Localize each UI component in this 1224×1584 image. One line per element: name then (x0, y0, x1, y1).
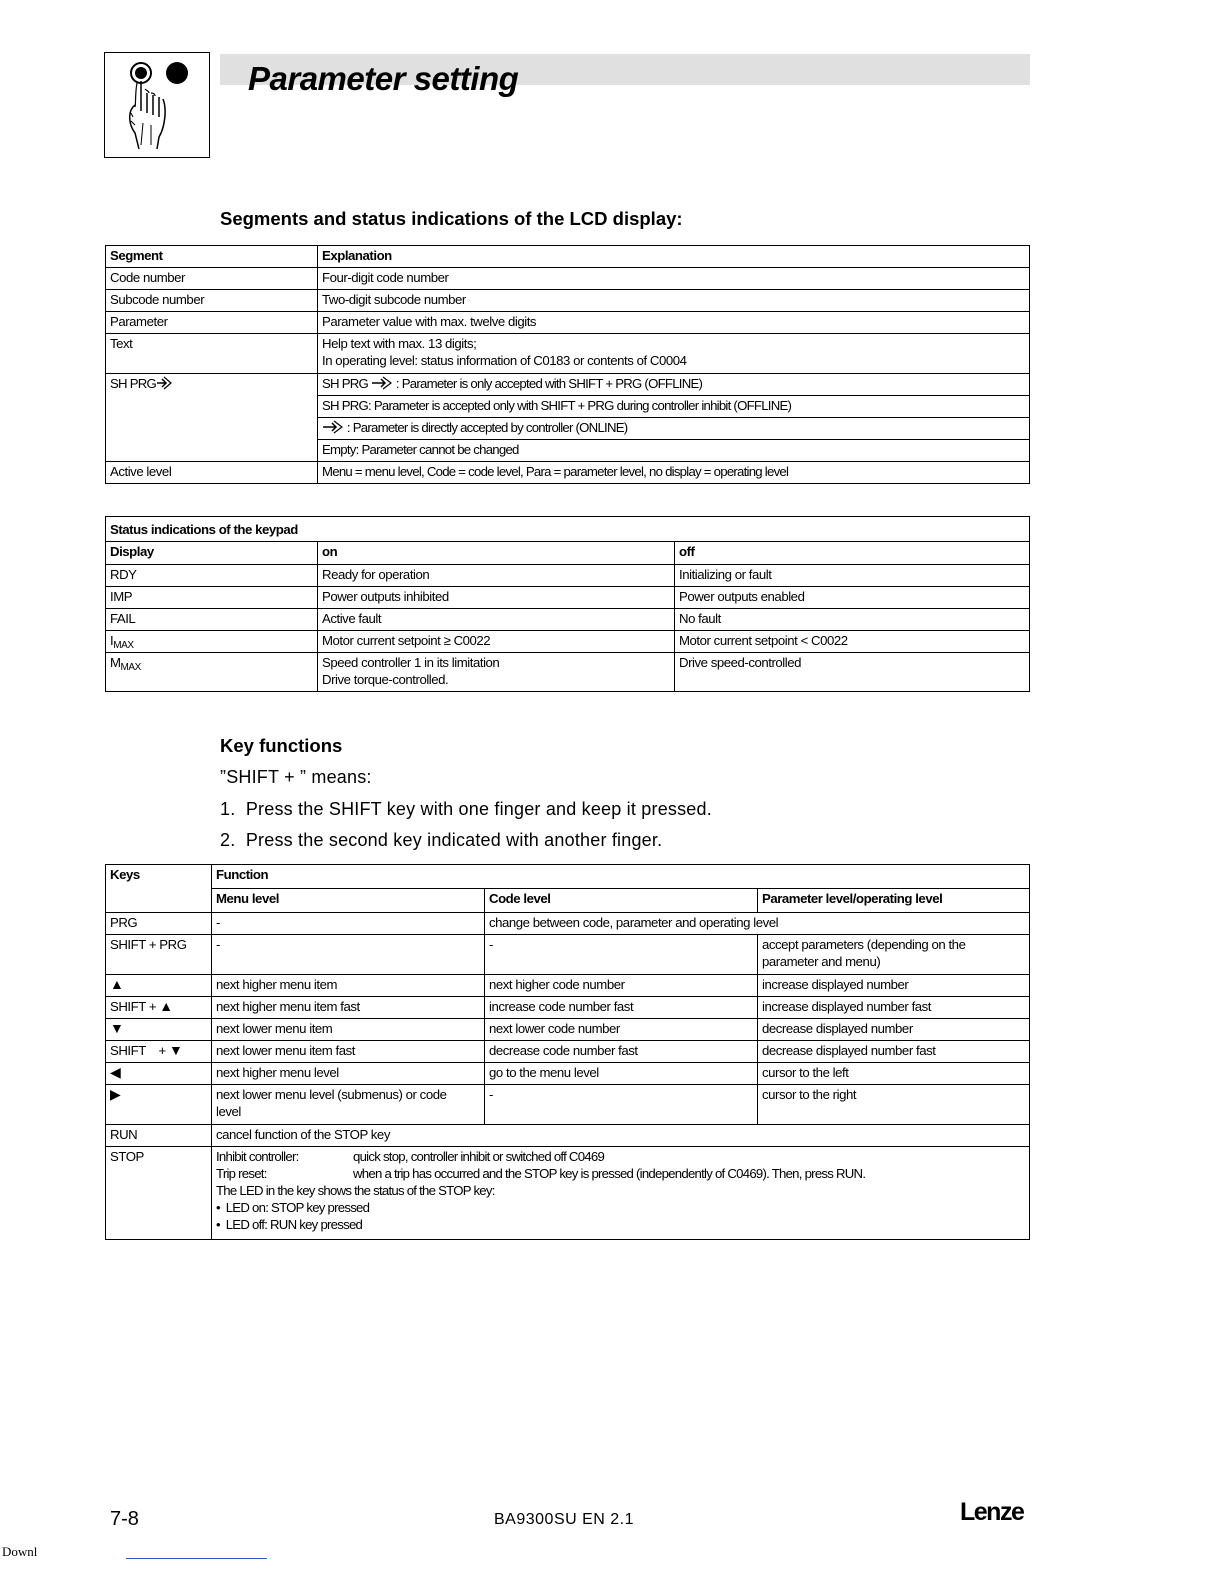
key-cell: PRG (106, 913, 212, 935)
lcd-col-explanation: Explanation (318, 246, 1030, 268)
on-line: Speed controller 1 in its limitation (322, 655, 500, 670)
table-row (106, 997, 1030, 1019)
segment-cell-shprg (106, 374, 318, 462)
stop-led-on: LED on: STOP key pressed (225, 1200, 370, 1215)
param-cell: decrease displayed number (758, 1019, 1030, 1041)
segment-cell: Code number (106, 268, 318, 290)
menu-line: next lower menu level (submenus) or code (216, 1087, 447, 1102)
step-2 (220, 830, 662, 851)
stop-led-off-line (216, 1216, 1025, 1233)
step-1 (220, 799, 712, 820)
step-number: 1. (220, 799, 236, 819)
menu-cell (212, 1085, 485, 1125)
explanation-line: Help text with max. 13 digits; (322, 336, 477, 351)
key-cell: STOP (106, 1147, 212, 1240)
hand-pressing-keys-icon (105, 53, 209, 157)
display-cell: IMP (106, 587, 318, 609)
shprg-line1-text: : Parameter is only accepted with SHIFT + PRG (OFFLINE) (395, 376, 703, 391)
off-cell: Power outputs enabled (675, 587, 1030, 609)
on-cell: Power outputs inhibited (318, 587, 675, 609)
step-number: 2. (220, 830, 236, 850)
key-cell (106, 997, 212, 1019)
display-cell-imax (106, 631, 318, 653)
table-row (106, 268, 1030, 290)
code-cell: next higher code number (485, 975, 758, 997)
menu-cell: next lower menu item fast (212, 1041, 485, 1063)
key-cell (106, 1041, 212, 1063)
param-line: accept parameters (depending on the (762, 937, 966, 952)
stop-description-cell (212, 1147, 1030, 1240)
explanation-cell: Four-digit code number (318, 268, 1030, 290)
menu-cell: - (212, 935, 485, 975)
shprg-line-4: Empty: Parameter cannot be changed (318, 440, 1030, 462)
table-row (106, 975, 1030, 997)
explanation-cell: Two-digit subcode number (318, 290, 1030, 312)
key-cell (106, 1063, 212, 1085)
table-row (106, 1063, 1030, 1085)
status-table-title: Status indications of the keypad (106, 517, 1030, 542)
shprg-line-2: SH PRG: Parameter is accepted only with SHIFT + PRG during controller inhibit (OFFLINE) (318, 396, 1030, 418)
stop-inhibit-line (216, 1148, 1025, 1165)
segment-cell: Subcode number (106, 290, 318, 312)
menu-cell: - (212, 913, 485, 935)
display-cell: RDY (106, 565, 318, 587)
table-row (106, 653, 1030, 692)
status-col-off: off (675, 542, 1030, 565)
key-functions-heading: Key functions (220, 735, 343, 756)
table-row (106, 462, 1030, 484)
down-arrow-icon: ▼ (110, 1020, 124, 1036)
imax-sub: MAX (113, 640, 134, 651)
stop-trip-line (216, 1165, 1025, 1182)
download-link-underline[interactable] (126, 1558, 267, 1559)
table-row (106, 290, 1030, 312)
segment-cell: Active level (106, 462, 318, 484)
code-cell: next lower code number (485, 1019, 758, 1041)
explanation-cell: Menu = menu level, Code = code level, Para = parameter level, no display = operating level (318, 462, 1030, 484)
param-cell: cursor to the right (758, 1085, 1030, 1125)
off-cell: Drive speed-controlled (675, 653, 1030, 692)
table-row (106, 1125, 1030, 1147)
segment-cell: Parameter (106, 312, 318, 334)
param-cell (758, 935, 1030, 975)
code-cell: decrease code number fast (485, 1041, 758, 1063)
span-cell: change between code, parameter and operating level (485, 913, 1030, 935)
status-col-display: Display (106, 542, 318, 565)
on-cell (318, 653, 675, 692)
param-cell: increase displayed number fast (758, 997, 1030, 1019)
stop-trip-text: when a trip has occurred and the STOP key is pressed (independently of C0469). Then, press RUN. (353, 1166, 866, 1181)
up-arrow-icon: ▲ (159, 998, 173, 1014)
explanation-line: In operating level: status information of C0183 or contents of C0004 (322, 353, 687, 368)
table-row (106, 631, 1030, 653)
explanation-cell (318, 334, 1030, 374)
table-row (106, 1147, 1030, 1240)
menu-cell: next lower menu item (212, 1019, 485, 1041)
key-cell (106, 975, 212, 997)
status-indications-table (105, 516, 1030, 692)
keys-col-code: Code level (485, 889, 758, 913)
download-link-text[interactable]: Downl (2, 1544, 38, 1559)
up-arrow-icon: ▲ (110, 976, 124, 992)
menu-cell: next higher menu item fast (212, 997, 485, 1019)
status-col-on: on (318, 542, 675, 565)
page-title: Parameter setting (248, 60, 519, 97)
keys-col-keys: Keys (106, 865, 212, 913)
mmax-letter: M (110, 655, 121, 670)
table-row (106, 609, 1030, 631)
enter-arrow-icon (156, 376, 172, 390)
keys-col-function: Function (212, 865, 1030, 889)
menu-line: level (216, 1104, 241, 1119)
code-cell: go to the menu level (485, 1063, 758, 1085)
table-row (106, 1019, 1030, 1041)
step-text: Press the SHIFT key with one finger and keep it pressed. (245, 799, 712, 819)
imax-letter: I (110, 633, 114, 648)
param-cell: increase displayed number (758, 975, 1030, 997)
bullet: • (216, 1200, 220, 1215)
lenze-logo: Lenze (960, 1498, 1024, 1526)
display-cell: FAIL (106, 609, 318, 631)
display-cell-mmax (106, 653, 318, 692)
stop-trip-label: Trip reset: (216, 1166, 267, 1181)
mmax-sub: MAX (120, 662, 141, 673)
stop-led-on-line (216, 1199, 1025, 1216)
lcd-segments-table (105, 245, 1030, 484)
shift-prefix: SHIFT + (110, 1043, 169, 1058)
key-cell (106, 1019, 212, 1041)
shprg-line-3 (318, 418, 1030, 440)
key-cell (106, 1085, 212, 1125)
menu-cell: next higher menu item (212, 975, 485, 997)
enter-arrow-icon (371, 376, 393, 390)
step-text: Press the second key indicated with another finger. (245, 830, 663, 850)
shprg-line-1 (318, 374, 1030, 396)
table-row (106, 565, 1030, 587)
left-arrow-icon: ◀ (110, 1064, 121, 1080)
shift-prefix: SHIFT + (110, 999, 160, 1014)
stop-led-off: LED off: RUN key pressed (225, 1217, 363, 1232)
footer-document-id: BA9300SU EN 2.1 (494, 1511, 635, 1528)
bullet: • (216, 1217, 220, 1232)
table-row (106, 312, 1030, 334)
key-cell: SHIFT + PRG (106, 935, 212, 975)
param-cell: cursor to the left (758, 1063, 1030, 1085)
code-cell: - (485, 1085, 758, 1125)
shprg-label: SH PRG (110, 376, 157, 391)
table-row (106, 334, 1030, 374)
table-row (106, 1085, 1030, 1125)
key-cell: RUN (106, 1125, 212, 1147)
header-icon-box (104, 52, 210, 158)
param-line: parameter and menu) (762, 954, 881, 969)
table-row (106, 1041, 1030, 1063)
footer-page-number: 7-8 (110, 1508, 139, 1530)
off-cell: No fault (675, 609, 1030, 631)
off-cell: Motor current setpoint < C0022 (675, 631, 1030, 653)
on-line: Drive torque-controlled. (322, 672, 449, 687)
stop-led-intro: The LED in the key shows the status of the STOP key: (216, 1183, 495, 1198)
menu-cell: next higher menu level (212, 1063, 485, 1085)
code-cell: - (485, 935, 758, 975)
stop-inhibit-text: quick stop, controller inhibit or switched off C0469 (353, 1149, 605, 1164)
stop-inhibit-label: Inhibit controller: (216, 1149, 299, 1164)
enter-arrow-icon (322, 420, 344, 434)
shprg-line3-text: : Parameter is directly accepted by controller (ONLINE) (346, 420, 628, 435)
keys-col-param: Parameter level/operating level (758, 889, 1030, 913)
right-arrow-icon: ▶ (110, 1086, 121, 1102)
table-row (106, 374, 1030, 396)
table-row (106, 913, 1030, 935)
off-cell: Initializing or fault (675, 565, 1030, 587)
lcd-section-heading: Segments and status indications of the LCD display: (220, 208, 683, 229)
code-cell: increase code number fast (485, 997, 758, 1019)
segment-cell: Text (106, 334, 318, 374)
table-row (106, 587, 1030, 609)
on-cell: Ready for operation (318, 565, 675, 587)
keys-col-menu: Menu level (212, 889, 485, 913)
down-arrow-icon: ▼ (168, 1042, 183, 1058)
shprg-prefix: SH PRG (322, 376, 369, 391)
table-row (106, 935, 1030, 975)
span-cell: cancel function of the STOP key (212, 1125, 1030, 1147)
param-cell: decrease displayed number fast (758, 1041, 1030, 1063)
lcd-col-segment: Segment (106, 246, 318, 268)
explanation-cell: Parameter value with max. twelve digits (318, 312, 1030, 334)
shift-means-text: ”SHIFT + ” means: (220, 767, 372, 787)
on-cell: Motor current setpoint ≥ C0022 (318, 631, 675, 653)
key-functions-table (105, 864, 1030, 1240)
on-cell: Active fault (318, 609, 675, 631)
